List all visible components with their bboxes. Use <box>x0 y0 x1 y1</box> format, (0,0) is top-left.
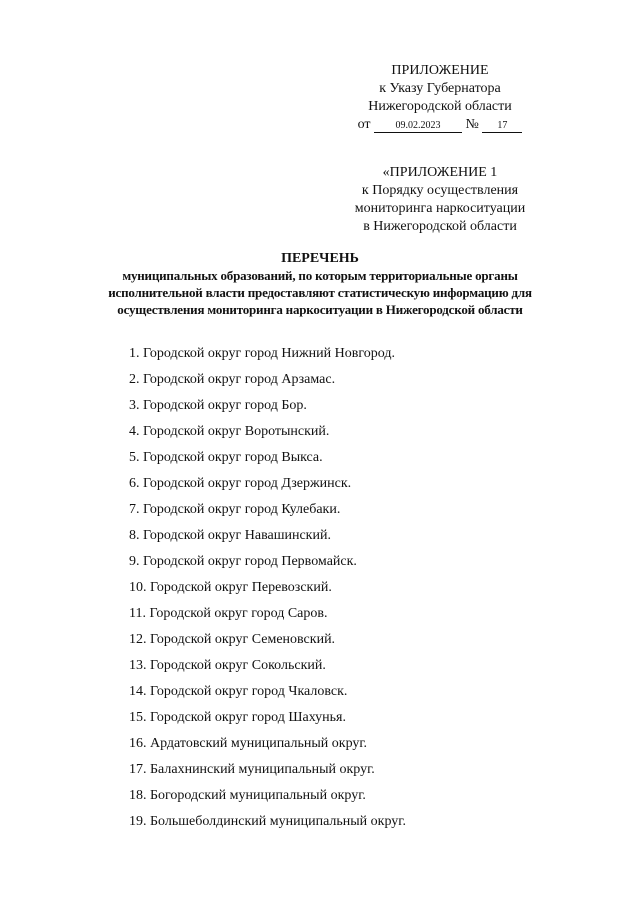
list-item: 14. Городской округ город Чкаловск. <box>129 684 348 699</box>
list-item: 16. Ардатовский муниципальный округ. <box>129 736 368 751</box>
appendix2-line-3: в Нижегородской области <box>363 219 517 234</box>
appendix2-line-2: мониторинга наркоситуации <box>354 201 526 216</box>
decree-date: 09.02.2023 <box>374 119 462 133</box>
appendix-line-2: Нижегородской области <box>368 99 512 114</box>
heading-line-2: исполнительной власти предоставляют статистическую информацию для <box>108 285 532 300</box>
list-item: 12. Городской округ Семеновский. <box>129 632 336 647</box>
list-item: 19. Большеболдинский муниципальный округ. <box>129 814 406 829</box>
appendix2-title: «ПРИЛОЖЕНИЕ 1 <box>382 165 498 180</box>
appendix2-line-1: к Порядку осуществления <box>361 183 519 198</box>
appendix-line-1: к Указу Губернатора <box>379 81 501 96</box>
date-prefix: от <box>357 117 371 132</box>
list-item: 11. Городской округ город Саров. <box>129 606 328 621</box>
list-item: 5. Городской округ город Выкса. <box>129 450 323 465</box>
number-prefix: № <box>465 117 479 132</box>
decree-number: 17 <box>482 119 522 133</box>
list-item: 3. Городской округ город Бор. <box>129 398 307 413</box>
list-item: 4. Городской округ Воротынский. <box>129 424 330 439</box>
list-heading <box>80 250 560 318</box>
list-item: 9. Городской округ город Первомайск. <box>129 554 357 569</box>
list-item: 18. Богородский муниципальный округ. <box>129 788 366 803</box>
list-item: 6. Городской округ город Дзержинск. <box>129 476 352 491</box>
list-item: 8. Городской округ Навашинский. <box>129 528 331 543</box>
heading-line-3: осуществления мониторинга наркоситуации в Нижегородской области <box>117 302 523 317</box>
list-item: 13. Городской округ Сокольский. <box>129 658 326 673</box>
list-item: 17. Балахнинский муниципальный округ. <box>129 762 375 777</box>
heading-title: ПЕРЕЧЕНЬ <box>281 251 359 266</box>
appendix-block <box>330 62 550 134</box>
list-item: 7. Городской округ город Кулебаки. <box>129 502 341 517</box>
appendix2-block <box>330 164 550 236</box>
heading-line-1: муниципальных образований, по которым территориальные органы <box>122 268 518 283</box>
municipality-list <box>129 344 406 838</box>
list-item: 10. Городской округ Перевозский. <box>129 580 332 595</box>
list-item: 15. Городской округ город Шахунья. <box>129 710 346 725</box>
list-item: 2. Городской округ город Арзамас. <box>129 372 336 387</box>
appendix-date-line <box>330 116 550 134</box>
list-item: 1. Городской округ город Нижний Новгород. <box>129 346 395 361</box>
appendix-title: ПРИЛОЖЕНИЕ <box>391 63 489 78</box>
